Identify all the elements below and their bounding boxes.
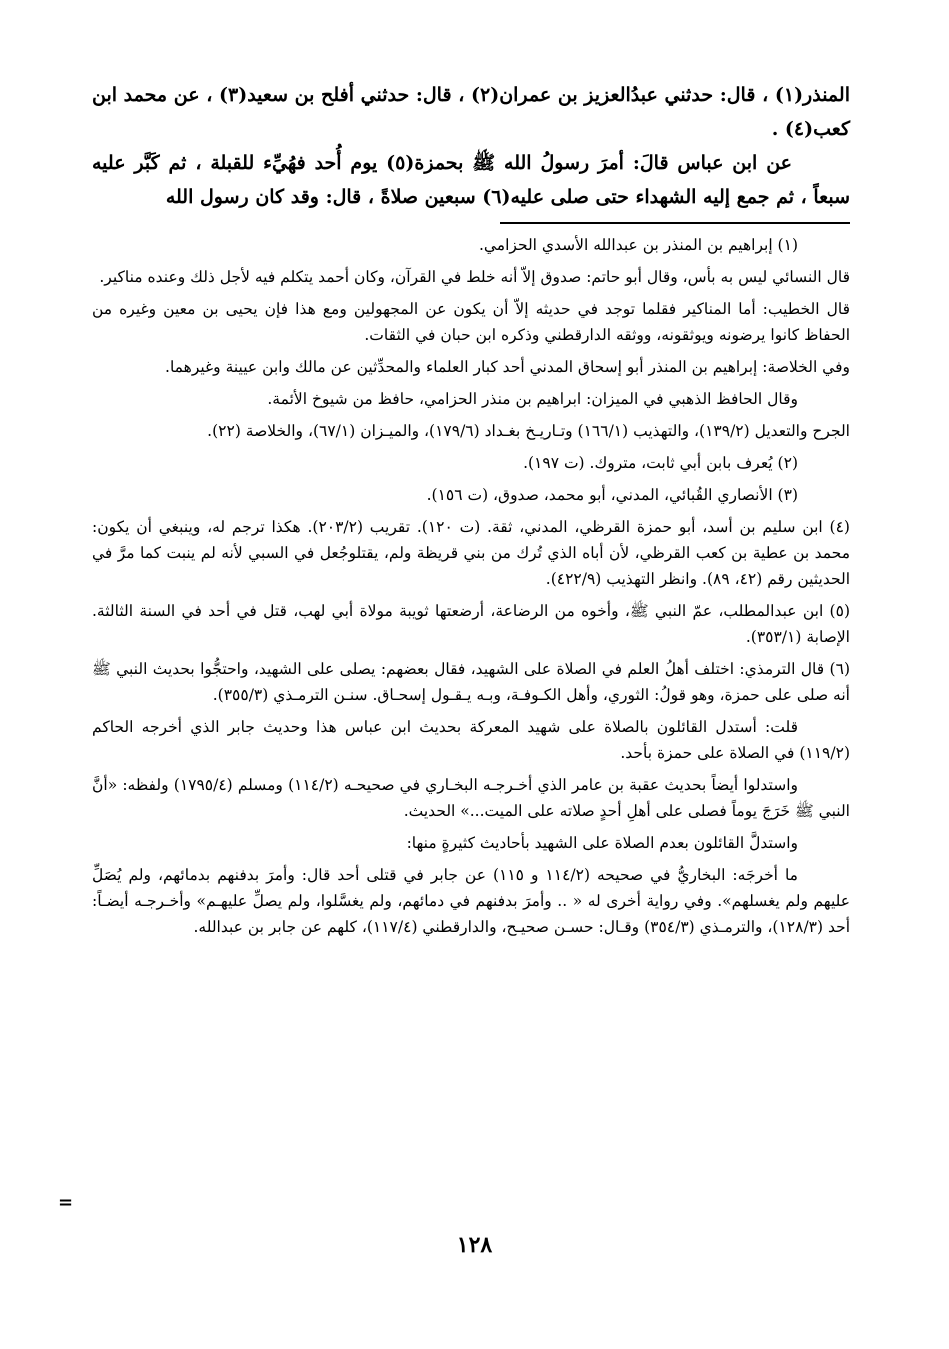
footnote-2: (٢) يُعرف بابن أبي ثابت، متروك. (ت ١٩٧). [523,454,798,472]
footnote-1-references: الجرح والتعديل (١٣٩/٢)، والتهذيب (١٦٦/١) وتـاريـخ بغـداد (١٧٩/٦)، والميـزان (٦٧/١)، والخلاصة (٢٢). [207,422,850,440]
footnote-5: (٥) ابن عبدالمطلب، عمّ النبي ﷺ، وأخوه من الرضاعة، أرضعتها ثويبة مولاة أبي لهب، قتل في أحد في السنة الثالثة. الإصابة (٣٥٣/١). [92,602,850,646]
footnote-1-text: وفي الخلاصة: إبراهيم بن المنذر أبو إسحاق المدني أحد كبار العلماء والمحدِّثين عن مالك وابن عيينة وغيرهما. [165,358,850,376]
footnote-1-text: قال الخطيب: أما المناكير فقلما توجد في حديثه إلاّ أن يكون عن المجهولين ومع هذا فإن يحيى بن معين وغيره من الحفاظ كانوا يرضونه ويوثقونه، ووثقه الدارقطني وذكره ابن حبان في الثقات. [92,300,850,344]
footnote-4: (٤) ابن سليم بن أسد، أبو حمزة القرظي، المدني، ثقة. (ت ١٢٠). تقريب (٢٠٣/٢). هكذا ترجم له، وينبغي أن يكون: محمد بن عطية بن كعب القرظي، لأن أباه الذي تُرك من بني قريظة ولم، يقتلوجُعل في السبي لأنه لم ينبت كما مرَّ في الحديثين رقم (٤٢، ٨٩). وانظر التهذيب (٤٢٢/٩). [92,518,850,588]
main-text-line-2: عن ابن عباس قالَ: أمرَ رسولُ الله ﷺ بحمزة(٥) يوم أُحد فهُيِّء للقبلة ، ثم كَبَّر عليه سبعاً ، ثم جمع إليه الشهداء حتى صلى عليه(٦) سبعين صلاةً ، قال: وقد كان رسول الله [92,152,850,208]
page-number: ١٢٨ [456,1232,493,1258]
footnotes [92,232,850,940]
main-text [92,78,850,214]
commentary-paragraph: واستدلَّ القائلون بعدم الصلاة على الشهيد بأحاديث كثيرةٍ منها: [406,834,798,852]
footnote-6: (٦) قال الترمذي: اختلف أهلُ العلم في الصلاة على الشهيد، فقال بعضهم: يصلى على الشهيد، واحتجُّوا بحديث النبي ﷺ أنه صلى على حمزة، وهو قولُ: الثوري، وأهل الكـوفـة، وبـه يـقـول إسحـاق. سنـن الترمـذي (٣٥٥/٣). [92,660,850,704]
footnote-3: (٣) الأنصاري القُبائي، المدني، أبو محمد، صدوق، (ت ١٥٦). [426,486,798,504]
footnote-1-text: قال النسائي ليس به بأس، وقال أبو حاتم: صدوق إلاّ أنه خلط في القرآن، وكان أحمد يتكلم فيه لأجل ذلك وعنده مناكير. [99,268,850,286]
footnote-1-text: وقال الحافظ الذهبي في الميزان: ابراهيم بن منذر الحزامي، حافظ من شيوخ الأئمة. [267,390,798,408]
book-page [92,78,850,946]
footnote-separator [500,222,850,224]
commentary-paragraph: قلت: أستدل القائلون بالصلاة على شهيد المعركة بحديث ابن عباس هذا وحديث جابر الذي أخرجه الحاكم (١١٩/٢) في الصلاة على حمزة بأحد. [92,718,850,762]
margin-mark: = [58,1192,74,1213]
main-text-line-1: المنذر(١) ، قال: حدثني عبدُالعزيز بن عمران(٢) ، قال: حدثني أفلح بن سعيد(٣) ، عن محمد ابن كعب(٤) . [92,84,850,140]
footnote-1: (١) إبراهيم بن المنذر بن عبدالله الأسدي الحزامي. [478,236,798,254]
commentary-paragraph: ما أخرجَه: البخاريُّ في صحيحه (١١٤/٢ و ١١٥) عن جابر في قتلى أحد قال: وأمرَ بدفنهم بدمائهم، ولم يُصَلِّ عليهم ولم يغسلهم». وفي رواية أخرى له « .. وأمرَ بدفنهم في دمائهم، ولم يغسَّلوا، ولم يصلِّ عليهـم» وأخـرجـه أيضـاً: أحد (١٢٨/٣)، والترمـذي (٣٥٤/٣) وقـال: حسـن صحيـح، والدارقطني (١١٧/٤)، كلهم عن جابر بن عبدالله. [92,866,850,936]
commentary-paragraph: واستدلوا أيضاً بحديث عقبة بن عامر الذي أخـرجـه البخـاري في صحيحـه (١١٤/٢) ومسلم (١٧٩٥/٤) ولفظه: «أنَّ النبي ﷺ خَرَجَ يوماً فصلى على أهلِ أحدٍ صلاته على الميت...» الحديث. [92,776,850,820]
